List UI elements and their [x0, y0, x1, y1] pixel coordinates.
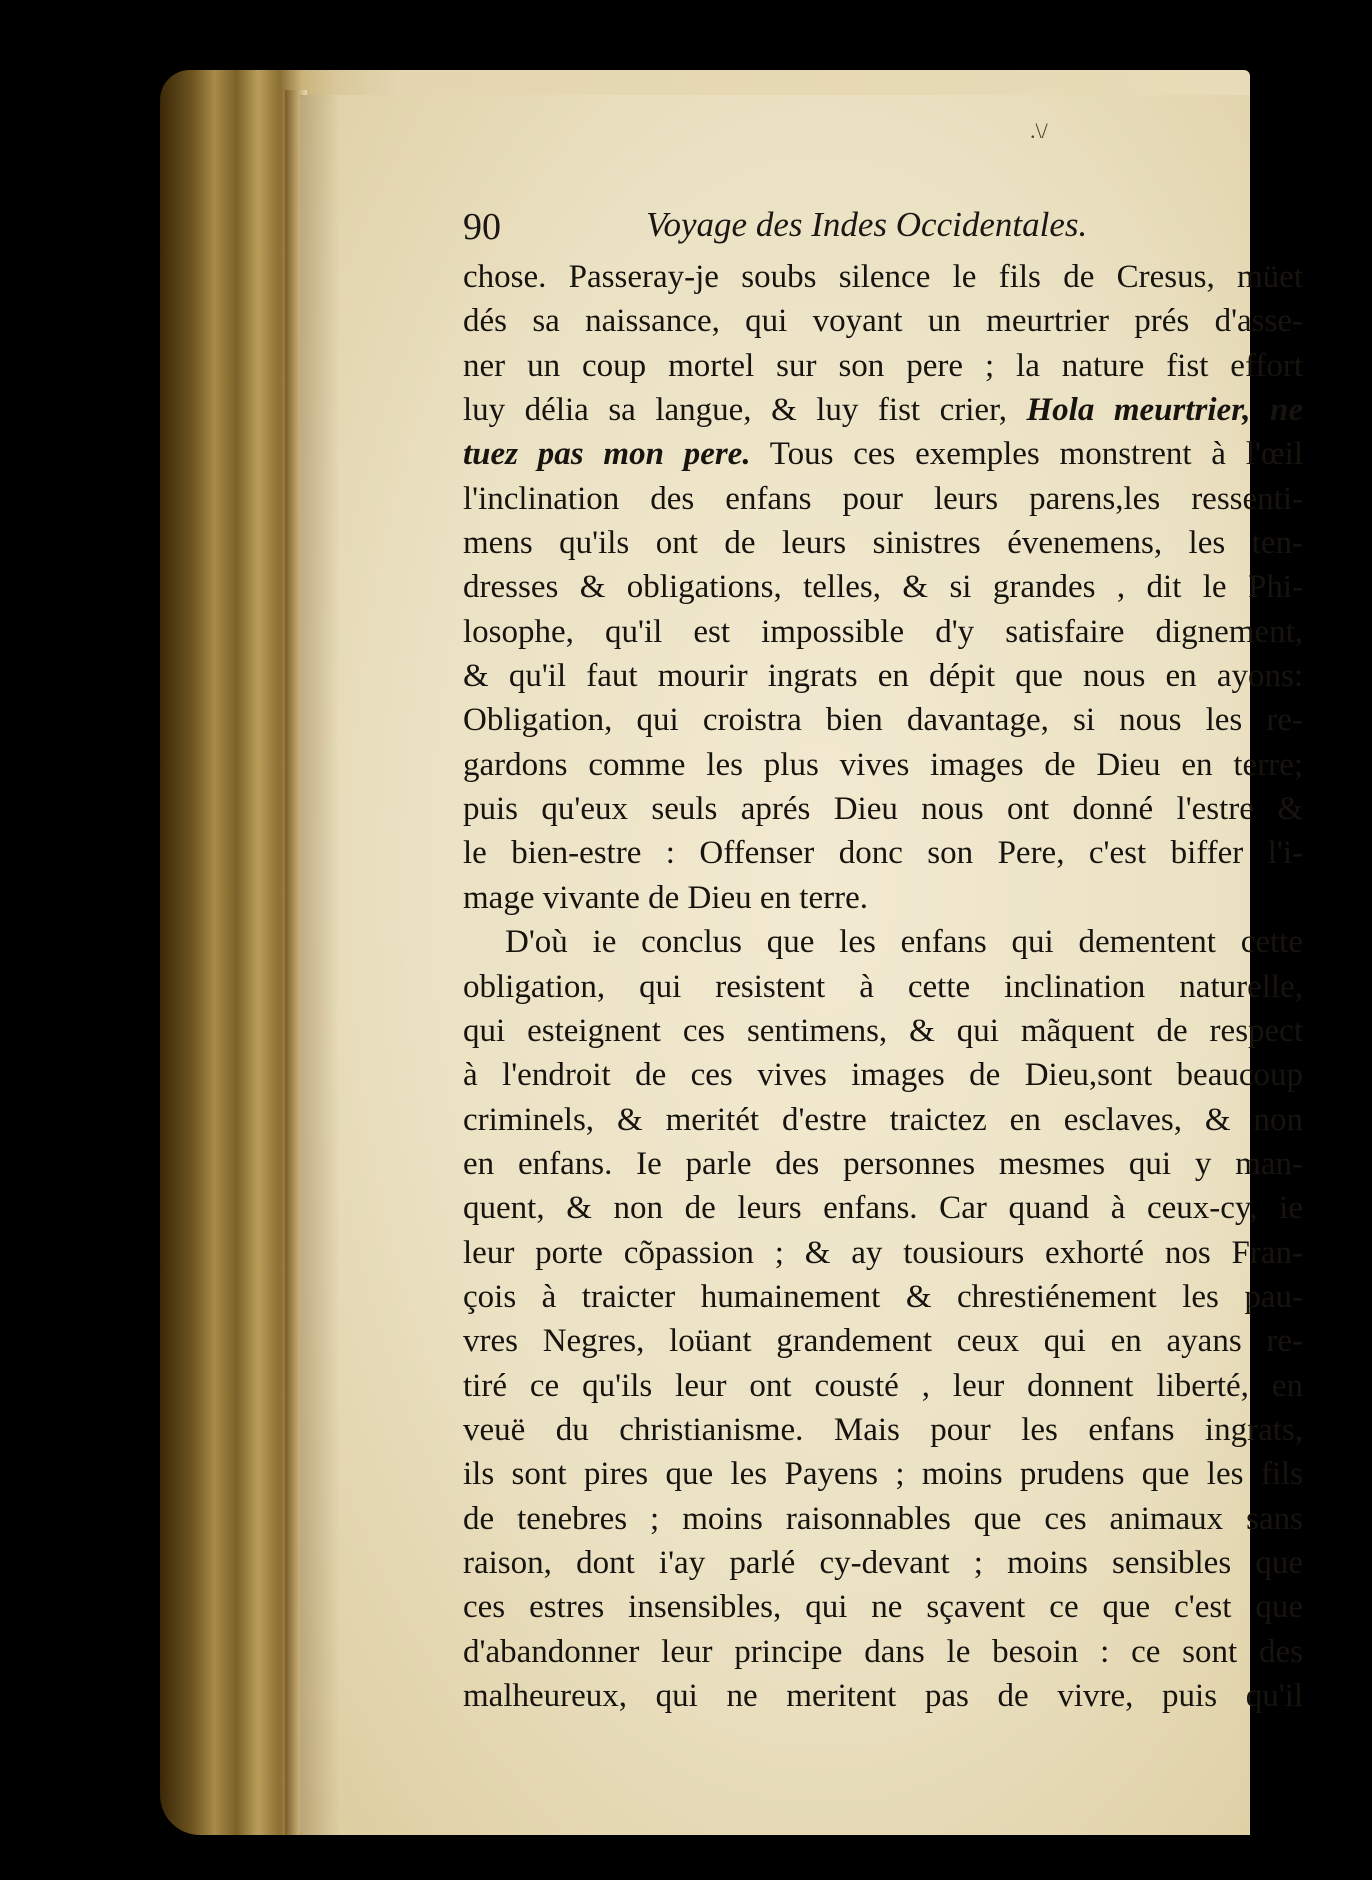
- page-header: [463, 205, 1143, 255]
- text-line: mage vivante de Dieu en terre.: [463, 879, 868, 916]
- text-line: ner un coup mortel sur son pere ; la nature fist effort: [463, 347, 1303, 384]
- text-span: luy délia sa langue, & luy fist crier,: [463, 392, 1007, 429]
- text-line: à l'endroit de ces vives images de Dieu,sont beaucoup: [463, 1057, 1303, 1094]
- text-line: vres Negres, loüant grandement ceux qui en ayans re-: [463, 1323, 1303, 1360]
- italic-quote: tuez pas mon pere.: [463, 436, 751, 473]
- text-line: qui esteignent ces sentimens, & qui mãquent de respect: [463, 1012, 1303, 1049]
- text-line: de tenebres ; moins raisonnables que ces animaux sans: [463, 1500, 1303, 1537]
- text-line: quent, & non de leurs enfans. Car quand à ceux-cy, ie: [463, 1190, 1303, 1227]
- italic-quote: Hola meurtrier, ne: [1026, 392, 1303, 429]
- text-line: [463, 432, 1303, 476]
- text-line: dés sa naissance, qui voyant un meurtrier prés d'asse-: [463, 303, 1303, 340]
- text-line: l'inclination des enfans pour leurs parens,les ressenti-: [463, 480, 1303, 517]
- text-line: chose. Passeray-je soubs silence le fils de Cresus, müet: [463, 259, 1303, 295]
- folio-mark: .\/: [1030, 118, 1048, 143]
- text-line: çois à traicter humainement & chrestiénement les pau-: [463, 1278, 1303, 1315]
- text-line: malheureux, qui ne meritent pas de vivre, puis qu'il: [463, 1678, 1303, 1714]
- text-line: leur porte cõpassion ; & ay tousiours exhorté nos Fran-: [463, 1234, 1303, 1271]
- text-line: & qu'il faut mourir ingrats en dépit que nous en ayons:: [463, 658, 1303, 695]
- text-line: ces estres insensibles, qui ne sçavent ce que c'est que: [463, 1589, 1303, 1626]
- running-title: Voyage des Indes Occidentales.: [646, 205, 1088, 244]
- text-line: losophe, qu'il est impossible d'y satisfaire dignement,: [463, 613, 1303, 650]
- text-line: obligation, qui resistent à cette inclination naturelle,: [463, 968, 1303, 1005]
- text-line: tiré ce qu'ils leur ont cousté , leur donnent liberté, en: [463, 1367, 1303, 1404]
- text-line: dresses & obligations, telles, & si grandes , dit le Phi-: [463, 569, 1303, 606]
- text-line: raison, dont i'ay parlé cy-devant ; moins sensibles que: [463, 1544, 1303, 1581]
- text-line: ils sont pires que les Payens ; moins prudens que les fils: [463, 1456, 1303, 1493]
- text-line: D'où ie conclus que les enfans qui dementent cette: [505, 924, 1303, 961]
- text-line: gardons comme les plus vives images de Dieu en terre;: [463, 746, 1303, 783]
- text-span: Tous ces exemples monstrent à l'œil: [769, 436, 1303, 473]
- text-line: criminels, & meritét d'estre traictez en esclaves, & non: [463, 1101, 1303, 1138]
- text-line: [463, 388, 1303, 432]
- body-text: [463, 255, 1303, 1718]
- text-line: le bien-estre : Offenser donc son Pere, c'est biffer l'i-: [463, 835, 1303, 872]
- text-line: Obligation, qui croistra bien davantage, si nous les re-: [463, 702, 1303, 739]
- text-line: en enfans. Ie parle des personnes mesmes qui y man-: [463, 1145, 1303, 1182]
- text-line: mens qu'ils ont de leurs sinistres évenemens, les ten-: [463, 525, 1303, 562]
- page-number: 90: [463, 206, 501, 248]
- text-line: veuë du christianisme. Mais pour les enfans ingrats,: [463, 1411, 1303, 1448]
- text-line: puis qu'eux seuls aprés Dieu nous ont donné l'estre &: [463, 791, 1303, 828]
- text-line: d'abandonner leur principe dans le besoin : ce sont des: [463, 1633, 1303, 1670]
